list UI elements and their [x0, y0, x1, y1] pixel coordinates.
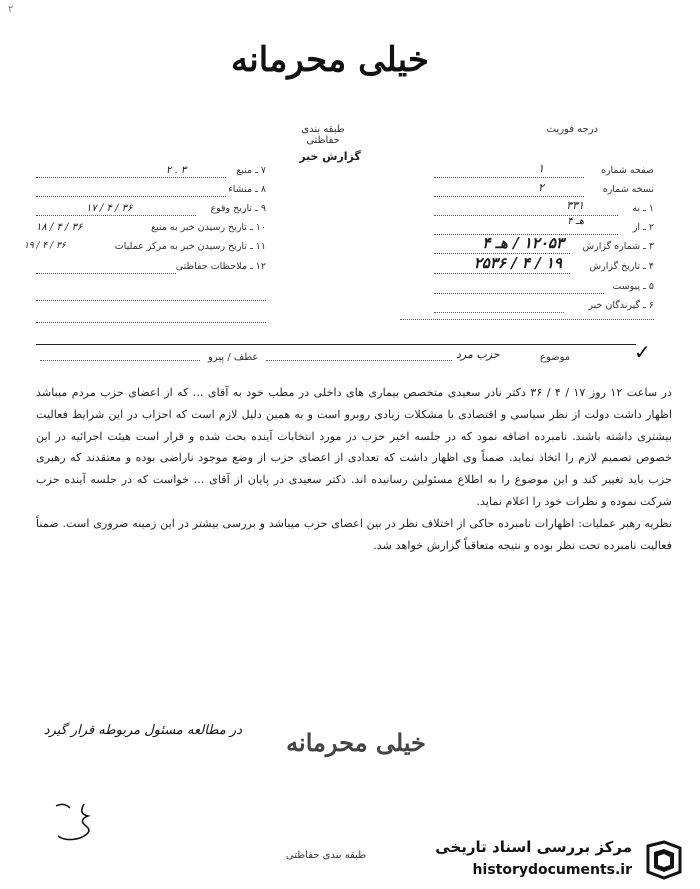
- field-attachment: [434, 281, 654, 295]
- field-label: نسخه شماره: [602, 184, 654, 195]
- document-title-stamp: خیلی محرمانه: [231, 40, 429, 80]
- field-value: ۱۸ / ۴ / ۳۶: [36, 222, 83, 233]
- field-value: ۱: [538, 162, 544, 175]
- subject-value: حزب مرد: [456, 348, 500, 361]
- field-label: ۴ ـ تاریخ گزارش: [589, 261, 654, 272]
- field-value: ۳۳۱: [566, 199, 584, 212]
- field-label: ۲ ـ از: [632, 222, 654, 233]
- field-label: ۶ ـ گیرندگان خبر: [588, 300, 654, 311]
- watermark-title: مرکز بررسی اسناد تاریخی: [435, 838, 632, 856]
- field-value: ۲ . ۳: [166, 165, 187, 176]
- watermark: [420, 836, 690, 884]
- corner-mark: ۲: [8, 4, 14, 15]
- field-report-date: [434, 254, 654, 275]
- reference-label: عطف / پیرو: [208, 352, 259, 363]
- classification-label: طبقه بندی حفاظتی: [301, 124, 345, 146]
- field-source: [36, 165, 266, 179]
- watermark-url: historydocuments.ir: [472, 862, 632, 878]
- field-label: ۱۲ ـ ملاحظات حفاظتی: [175, 261, 266, 272]
- field-recipients: [434, 300, 654, 314]
- field-report-number: [434, 234, 654, 255]
- field-value: ۲: [538, 181, 544, 194]
- report-body: [36, 382, 672, 556]
- body-paragraph: در ساعت ۱۲ روز ۱۷ / ۴ / ۳۶ دکتر نادر سعیدی متخصص بیماری های داخلی در مطب خود به آقای ... که از اعضای حزب مردم میباشد اظهار داشت دولت از نظر سیاسی و اقتصادی با مشکلات زیادی روبرو است و به همین دلیل لازم است که احزاب در این شرایط فعالیت بیشتری داشته باشند. نامبرده اضافه نمود که در جلسه اخیر حزب در مورد انتخابات آینده بحث شده و قرار است هیئت اجرائیه در این خصوص تصمیم لازم را اتخاذ نماید. ضمناً وی اظهار داشت که تعدادی از اعضای حزب از وضع موجود ناراضی بوده و معتقدند که رهبری حزب باید تغییر کند و این موضوع را به اطلاع مسئولین رسانیده اند. دکتر سعیدی در پایان از آقای ... خواست که در جلسه آینده حزب شرکت نموده و نظرات خود را اعلام نماید.: [36, 386, 672, 508]
- field-value: ۱۷ / ۴ / ۳۶: [86, 203, 133, 214]
- field-copy-number: [434, 181, 654, 198]
- field-label: ۵ ـ پیوست: [612, 281, 654, 292]
- field-label: ۸ ـ منشاء: [228, 184, 266, 195]
- urgency-label: درجه فوریت: [546, 124, 598, 135]
- field-label: صفحه شماره: [600, 165, 654, 176]
- field-label: ۹ ـ تاریخ وقوع: [210, 203, 266, 214]
- field-origin: [36, 184, 266, 198]
- field-page-number: [434, 162, 654, 179]
- subject-label: موضوع: [540, 352, 571, 363]
- signature: [44, 796, 104, 846]
- check-mark-icon: ✓: [634, 340, 651, 364]
- field-value: ۱۲۰۵۳ / هـ ۴: [482, 234, 564, 252]
- field-value: هـ ۴: [567, 216, 584, 227]
- field-label: ۳ ـ شماره گزارش: [582, 241, 654, 252]
- field-event-date: [36, 203, 266, 217]
- footer-classification-stamp: خیلی محرمانه: [286, 728, 426, 757]
- field-operations-receipt-date: [24, 241, 266, 255]
- footer-classification-label: طبقه بندی حفاظتی: [285, 850, 367, 861]
- body-paragraph: نظریه رهبر عملیات: اظهارات نامبرده حاکی از اختلاف نظر در بین اعضای حزب میباشد و بررسی بیشتر در این زمینه ضروری است. ضمناً فعالیت نامبرده تحت نظر بوده و نتیجه متعاقباً گزارش خواهد شد.: [36, 516, 672, 552]
- report-title: گزارش خبر: [299, 150, 361, 163]
- archive-logo-icon: [642, 838, 686, 882]
- field-label: ۱۱ ـ تاریخ رسیدن خبر به مرکز عملیات: [114, 241, 266, 252]
- field-label: ۱۰ ـ تاریخ رسیدن خبر به منبع: [151, 222, 266, 233]
- field-security-notes: [36, 261, 266, 275]
- field-source-receipt-date: [36, 222, 266, 236]
- field-to: [434, 199, 654, 217]
- separator-rule: [36, 344, 636, 345]
- field-value: ۱۹ / ۴ / ۳۶: [24, 241, 66, 251]
- field-value: ۱۹ / ۴ / ۲۵۳۶: [473, 254, 562, 272]
- handwritten-note: در مطالعه مسئول مربوطه قرار گیرد: [43, 723, 242, 738]
- field-label: ۷ ـ منبع: [236, 165, 266, 176]
- field-label: ۱ ـ به: [632, 203, 654, 214]
